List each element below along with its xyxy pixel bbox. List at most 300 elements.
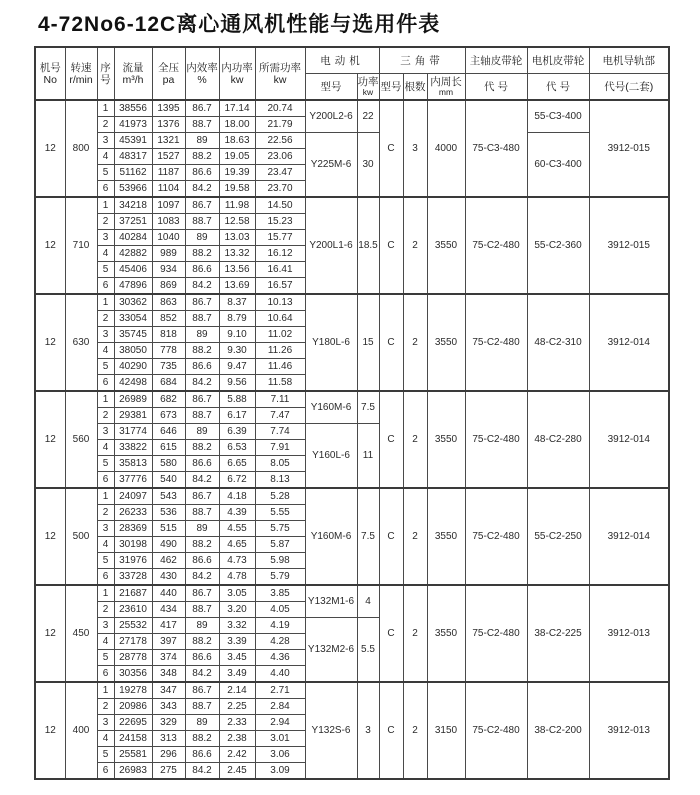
- cell-belt-model: C: [379, 585, 403, 682]
- col-header-motor-pulley-code: 代 号: [527, 74, 589, 101]
- cell-seq: 6: [97, 375, 114, 392]
- cell-seq: 3: [97, 424, 114, 440]
- cell-flow: 47896: [114, 278, 152, 295]
- cell-motor-pulley-code: 38-C2-225: [527, 585, 589, 682]
- cell-required-power: 4.40: [255, 666, 305, 683]
- cell-seq: 6: [97, 569, 114, 586]
- cell-efficiency: 86.7: [185, 682, 219, 699]
- cell-power: 2.45: [219, 763, 255, 780]
- cell-power: 6.65: [219, 456, 255, 472]
- cell-flow: 31976: [114, 553, 152, 569]
- cell-required-power: 23.06: [255, 149, 305, 165]
- cell-pressure: 934: [152, 262, 185, 278]
- cell-required-power: 7.11: [255, 391, 305, 408]
- cell-power: 12.58: [219, 214, 255, 230]
- cell-pressure: 852: [152, 311, 185, 327]
- cell-efficiency: 88.7: [185, 117, 219, 133]
- cell-flow: 25581: [114, 747, 152, 763]
- cell-pressure: 1104: [152, 181, 185, 198]
- cell-motor-pulley-code: 55-C2-250: [527, 488, 589, 585]
- cell-efficiency: 86.6: [185, 359, 219, 375]
- col-header-belt-count: 根数: [403, 74, 427, 101]
- cell-pressure: 1395: [152, 100, 185, 117]
- cell-flow: 26233: [114, 505, 152, 521]
- cell-seq: 2: [97, 699, 114, 715]
- col-header-belt-length: 内周长 mm: [427, 74, 465, 101]
- cell-pressure: 1187: [152, 165, 185, 181]
- col-header-main-pulley-code: 代 号: [465, 74, 527, 101]
- cell-speed: 630: [65, 294, 97, 391]
- cell-efficiency: 86.7: [185, 585, 219, 602]
- cell-required-power: 4.36: [255, 650, 305, 666]
- cell-power: 2.14: [219, 682, 255, 699]
- cell-required-power: 5.75: [255, 521, 305, 537]
- cell-motor-pulley-code: 55-C3-400: [527, 100, 589, 133]
- cell-required-power: 10.64: [255, 311, 305, 327]
- cell-motor-power: 30: [357, 133, 379, 198]
- cell-efficiency: 84.2: [185, 278, 219, 295]
- cell-power: 19.39: [219, 165, 255, 181]
- cell-seq: 1: [97, 100, 114, 117]
- cell-belt-count: 2: [403, 682, 427, 779]
- cell-required-power: 11.26: [255, 343, 305, 359]
- cell-seq: 3: [97, 715, 114, 731]
- cell-flow: 33054: [114, 311, 152, 327]
- cell-efficiency: 86.7: [185, 100, 219, 117]
- cell-power: 2.38: [219, 731, 255, 747]
- col-header-flow: 流量 m³/h: [114, 47, 152, 100]
- cell-flow: 51162: [114, 165, 152, 181]
- cell-motor-power: 15: [357, 294, 379, 391]
- cell-pressure: 1527: [152, 149, 185, 165]
- cell-flow: 38050: [114, 343, 152, 359]
- cell-motor-model: Y132M1-6: [305, 585, 357, 618]
- table-row: [35, 391, 669, 408]
- cell-belt-model: C: [379, 197, 403, 294]
- cell-efficiency: 84.2: [185, 181, 219, 198]
- cell-efficiency: 84.2: [185, 763, 219, 780]
- cell-required-power: 16.57: [255, 278, 305, 295]
- col-header-seq: 序 号: [97, 47, 114, 100]
- cell-pressure: 646: [152, 424, 185, 440]
- cell-seq: 1: [97, 682, 114, 699]
- cell-efficiency: 84.2: [185, 666, 219, 683]
- table-row: [35, 682, 669, 699]
- cell-belt-model: C: [379, 488, 403, 585]
- cell-pressure: 343: [152, 699, 185, 715]
- cell-rail-code: 3912-013: [589, 585, 669, 682]
- cell-belt-count: 2: [403, 294, 427, 391]
- cell-motor-power: 11: [357, 424, 379, 489]
- cell-pressure: 296: [152, 747, 185, 763]
- cell-power: 6.53: [219, 440, 255, 456]
- cell-required-power: 2.71: [255, 682, 305, 699]
- cell-belt-length: 3550: [427, 391, 465, 488]
- cell-belt-length: 3150: [427, 682, 465, 779]
- cell-pressure: 374: [152, 650, 185, 666]
- cell-required-power: 8.13: [255, 472, 305, 489]
- cell-seq: 6: [97, 666, 114, 683]
- cell-power: 9.47: [219, 359, 255, 375]
- cell-seq: 3: [97, 133, 114, 149]
- cell-required-power: 14.50: [255, 197, 305, 214]
- cell-rail-code: 3912-015: [589, 100, 669, 197]
- cell-seq: 1: [97, 585, 114, 602]
- cell-flow: 29381: [114, 408, 152, 424]
- cell-power: 6.72: [219, 472, 255, 489]
- cell-required-power: 2.94: [255, 715, 305, 731]
- cell-pressure: 462: [152, 553, 185, 569]
- cell-pressure: 347: [152, 682, 185, 699]
- cell-belt-count: 2: [403, 488, 427, 585]
- cell-efficiency: 86.6: [185, 165, 219, 181]
- cell-speed: 710: [65, 197, 97, 294]
- cell-flow: 34218: [114, 197, 152, 214]
- cell-machine-no: 12: [35, 585, 65, 682]
- cell-seq: 3: [97, 327, 114, 343]
- cell-efficiency: 88.2: [185, 634, 219, 650]
- cell-efficiency: 89: [185, 230, 219, 246]
- cell-flow: 37776: [114, 472, 152, 489]
- cell-belt-count: 2: [403, 197, 427, 294]
- cell-main-pulley-code: 75-C3-480: [465, 100, 527, 197]
- cell-required-power: 15.77: [255, 230, 305, 246]
- cell-motor-power: 5.5: [357, 618, 379, 683]
- col-group-main-pulley: 主轴皮带轮: [465, 47, 527, 74]
- cell-machine-no: 12: [35, 100, 65, 197]
- cell-efficiency: 84.2: [185, 569, 219, 586]
- cell-required-power: 21.79: [255, 117, 305, 133]
- cell-efficiency: 88.7: [185, 311, 219, 327]
- col-header-belt-model: 型号: [379, 74, 403, 101]
- cell-speed: 400: [65, 682, 97, 779]
- cell-pressure: 430: [152, 569, 185, 586]
- cell-pressure: 540: [152, 472, 185, 489]
- table-body: [35, 100, 669, 779]
- cell-flow: 24158: [114, 731, 152, 747]
- cell-belt-count: 2: [403, 585, 427, 682]
- cell-seq: 6: [97, 181, 114, 198]
- cell-pressure: 682: [152, 391, 185, 408]
- cell-seq: 1: [97, 391, 114, 408]
- cell-speed: 800: [65, 100, 97, 197]
- cell-rail-code: 3912-014: [589, 488, 669, 585]
- cell-pressure: 348: [152, 666, 185, 683]
- col-group-motor: 电动机: [305, 47, 379, 74]
- col-group-rail: 电机导轨部: [589, 47, 669, 74]
- cell-rail-code: 3912-013: [589, 682, 669, 779]
- cell-efficiency: 88.2: [185, 440, 219, 456]
- table-row: [35, 133, 669, 149]
- cell-flow: 30356: [114, 666, 152, 683]
- table-row: [35, 100, 669, 117]
- cell-seq: 5: [97, 359, 114, 375]
- cell-flow: 24097: [114, 488, 152, 505]
- cell-efficiency: 89: [185, 424, 219, 440]
- cell-required-power: 10.13: [255, 294, 305, 311]
- cell-power: 8.79: [219, 311, 255, 327]
- cell-power: 4.39: [219, 505, 255, 521]
- cell-speed: 560: [65, 391, 97, 488]
- table-row: [35, 294, 669, 311]
- cell-efficiency: 89: [185, 618, 219, 634]
- cell-power: 4.78: [219, 569, 255, 586]
- table-row: [35, 197, 669, 214]
- cell-flow: 40290: [114, 359, 152, 375]
- cell-belt-model: C: [379, 682, 403, 779]
- cell-seq: 4: [97, 731, 114, 747]
- cell-rail-code: 3912-015: [589, 197, 669, 294]
- cell-main-pulley-code: 75-C2-480: [465, 391, 527, 488]
- cell-efficiency: 88.7: [185, 214, 219, 230]
- cell-motor-model: Y160L-6: [305, 424, 357, 489]
- cell-pressure: 684: [152, 375, 185, 392]
- cell-efficiency: 88.2: [185, 246, 219, 262]
- col-group-belt: 三角带: [379, 47, 465, 74]
- cell-power: 2.42: [219, 747, 255, 763]
- col-header-pressure: 全压 pa: [152, 47, 185, 100]
- cell-motor-model: Y200L1-6: [305, 197, 357, 294]
- cell-required-power: 7.74: [255, 424, 305, 440]
- cell-required-power: 5.79: [255, 569, 305, 586]
- col-header-motor-model: 型号: [305, 74, 357, 101]
- cell-required-power: 4.19: [255, 618, 305, 634]
- cell-power: 9.56: [219, 375, 255, 392]
- cell-efficiency: 89: [185, 327, 219, 343]
- cell-flow: 28778: [114, 650, 152, 666]
- cell-motor-model: Y225M-6: [305, 133, 357, 198]
- col-header-power: 内功率 kw: [219, 47, 255, 100]
- cell-efficiency: 86.7: [185, 294, 219, 311]
- cell-pressure: 615: [152, 440, 185, 456]
- cell-pressure: 818: [152, 327, 185, 343]
- cell-seq: 4: [97, 634, 114, 650]
- cell-motor-model: Y200L2-6: [305, 100, 357, 133]
- cell-pressure: 329: [152, 715, 185, 731]
- cell-efficiency: 89: [185, 715, 219, 731]
- cell-pressure: 1097: [152, 197, 185, 214]
- cell-flow: 33728: [114, 569, 152, 586]
- cell-seq: 5: [97, 747, 114, 763]
- cell-pressure: 989: [152, 246, 185, 262]
- cell-efficiency: 86.7: [185, 488, 219, 505]
- cell-pressure: 673: [152, 408, 185, 424]
- cell-flow: 41973: [114, 117, 152, 133]
- cell-pressure: 440: [152, 585, 185, 602]
- cell-power: 6.39: [219, 424, 255, 440]
- cell-power: 4.55: [219, 521, 255, 537]
- cell-power: 3.32: [219, 618, 255, 634]
- cell-seq: 4: [97, 343, 114, 359]
- cell-main-pulley-code: 75-C2-480: [465, 294, 527, 391]
- cell-pressure: 275: [152, 763, 185, 780]
- cell-main-pulley-code: 75-C2-480: [465, 585, 527, 682]
- cell-belt-model: C: [379, 100, 403, 197]
- cell-seq: 5: [97, 456, 114, 472]
- cell-power: 2.33: [219, 715, 255, 731]
- cell-efficiency: 89: [185, 521, 219, 537]
- cell-efficiency: 84.2: [185, 375, 219, 392]
- cell-seq: 6: [97, 472, 114, 489]
- cell-seq: 2: [97, 311, 114, 327]
- cell-power: 13.69: [219, 278, 255, 295]
- cell-efficiency: 88.2: [185, 343, 219, 359]
- col-header-rail-code: 代号(二套): [589, 74, 669, 101]
- cell-efficiency: 84.2: [185, 472, 219, 489]
- cell-rail-code: 3912-014: [589, 294, 669, 391]
- cell-belt-length: 3550: [427, 488, 465, 585]
- cell-motor-power: 7.5: [357, 488, 379, 585]
- cell-pressure: 1083: [152, 214, 185, 230]
- cell-efficiency: 86.6: [185, 553, 219, 569]
- cell-power: 3.49: [219, 666, 255, 683]
- cell-motor-power: 4: [357, 585, 379, 618]
- cell-efficiency: 88.7: [185, 699, 219, 715]
- cell-power: 3.39: [219, 634, 255, 650]
- cell-motor-model: Y160M-6: [305, 488, 357, 585]
- cell-machine-no: 12: [35, 391, 65, 488]
- cell-flow: 48317: [114, 149, 152, 165]
- cell-power: 6.17: [219, 408, 255, 424]
- cell-motor-model: Y160M-6: [305, 391, 357, 424]
- cell-efficiency: 88.2: [185, 149, 219, 165]
- cell-motor-power: 7.5: [357, 391, 379, 424]
- cell-required-power: 16.41: [255, 262, 305, 278]
- cell-required-power: 3.85: [255, 585, 305, 602]
- cell-power: 3.45: [219, 650, 255, 666]
- cell-motor-pulley-code: 55-C2-360: [527, 197, 589, 294]
- cell-belt-length: 3550: [427, 294, 465, 391]
- cell-flow: 25532: [114, 618, 152, 634]
- cell-power: 19.58: [219, 181, 255, 198]
- cell-pressure: 490: [152, 537, 185, 553]
- cell-efficiency: 88.2: [185, 537, 219, 553]
- cell-pressure: 397: [152, 634, 185, 650]
- cell-motor-model: Y132S-6: [305, 682, 357, 779]
- cell-seq: 6: [97, 278, 114, 295]
- cell-motor-pulley-code: 38-C2-200: [527, 682, 589, 779]
- cell-efficiency: 88.7: [185, 408, 219, 424]
- cell-seq: 4: [97, 149, 114, 165]
- cell-seq: 3: [97, 618, 114, 634]
- cell-power: 8.37: [219, 294, 255, 311]
- cell-efficiency: 86.6: [185, 262, 219, 278]
- cell-pressure: 515: [152, 521, 185, 537]
- cell-seq: 2: [97, 214, 114, 230]
- cell-seq: 5: [97, 165, 114, 181]
- cell-seq: 2: [97, 117, 114, 133]
- cell-belt-length: 4000: [427, 100, 465, 197]
- cell-required-power: 5.98: [255, 553, 305, 569]
- cell-flow: 21687: [114, 585, 152, 602]
- cell-required-power: 11.58: [255, 375, 305, 392]
- cell-pressure: 869: [152, 278, 185, 295]
- cell-pressure: 1376: [152, 117, 185, 133]
- col-header-efficiency: 内效率 %: [185, 47, 219, 100]
- cell-main-pulley-code: 75-C2-480: [465, 197, 527, 294]
- cell-power: 18.00: [219, 117, 255, 133]
- cell-required-power: 8.05: [255, 456, 305, 472]
- cell-flow: 26983: [114, 763, 152, 780]
- cell-power: 4.65: [219, 537, 255, 553]
- cell-flow: 27178: [114, 634, 152, 650]
- table-row: [35, 585, 669, 602]
- col-header-required-power: 所需功率 kw: [255, 47, 305, 100]
- cell-flow: 30198: [114, 537, 152, 553]
- cell-flow: 31774: [114, 424, 152, 440]
- cell-flow: 23610: [114, 602, 152, 618]
- cell-belt-model: C: [379, 294, 403, 391]
- cell-belt-model: C: [379, 391, 403, 488]
- table-row: [35, 488, 669, 505]
- cell-pressure: 434: [152, 602, 185, 618]
- cell-flow: 35745: [114, 327, 152, 343]
- cell-pressure: 1040: [152, 230, 185, 246]
- cell-motor-pulley-code: 60-C3-400: [527, 133, 589, 198]
- cell-pressure: 778: [152, 343, 185, 359]
- cell-efficiency: 86.6: [185, 650, 219, 666]
- cell-efficiency: 86.6: [185, 747, 219, 763]
- cell-seq: 4: [97, 440, 114, 456]
- cell-power: 9.30: [219, 343, 255, 359]
- cell-required-power: 15.23: [255, 214, 305, 230]
- cell-pressure: 536: [152, 505, 185, 521]
- cell-power: 9.10: [219, 327, 255, 343]
- cell-motor-model: Y180L-6: [305, 294, 357, 391]
- cell-required-power: 5.28: [255, 488, 305, 505]
- cell-power: 3.05: [219, 585, 255, 602]
- cell-motor-pulley-code: 48-C2-280: [527, 391, 589, 488]
- cell-flow: 40284: [114, 230, 152, 246]
- cell-required-power: 3.09: [255, 763, 305, 780]
- cell-motor-model: Y132M2-6: [305, 618, 357, 683]
- cell-required-power: 20.74: [255, 100, 305, 117]
- cell-efficiency: 88.7: [185, 505, 219, 521]
- cell-pressure: 735: [152, 359, 185, 375]
- cell-main-pulley-code: 75-C2-480: [465, 682, 527, 779]
- cell-flow: 30362: [114, 294, 152, 311]
- cell-required-power: 7.47: [255, 408, 305, 424]
- cell-speed: 450: [65, 585, 97, 682]
- cell-seq: 1: [97, 488, 114, 505]
- cell-flow: 53966: [114, 181, 152, 198]
- cell-flow: 22695: [114, 715, 152, 731]
- cell-flow: 28369: [114, 521, 152, 537]
- col-header-machine-no: 机号 No: [35, 47, 65, 100]
- cell-speed: 500: [65, 488, 97, 585]
- cell-required-power: 23.47: [255, 165, 305, 181]
- cell-belt-length: 3550: [427, 197, 465, 294]
- cell-required-power: 2.84: [255, 699, 305, 715]
- col-header-speed: 转速 r/min: [65, 47, 97, 100]
- cell-motor-power: 18.5: [357, 197, 379, 294]
- cell-flow: 42498: [114, 375, 152, 392]
- cell-required-power: 11.46: [255, 359, 305, 375]
- cell-required-power: 3.01: [255, 731, 305, 747]
- cell-machine-no: 12: [35, 197, 65, 294]
- cell-pressure: 313: [152, 731, 185, 747]
- cell-seq: 1: [97, 197, 114, 214]
- cell-required-power: 4.28: [255, 634, 305, 650]
- cell-seq: 2: [97, 505, 114, 521]
- cell-belt-count: 3: [403, 100, 427, 197]
- cell-efficiency: 86.7: [185, 197, 219, 214]
- cell-power: 5.88: [219, 391, 255, 408]
- cell-efficiency: 86.7: [185, 391, 219, 408]
- cell-machine-no: 12: [35, 682, 65, 779]
- col-group-motor-pulley: 电机皮带轮: [527, 47, 589, 74]
- cell-seq: 3: [97, 230, 114, 246]
